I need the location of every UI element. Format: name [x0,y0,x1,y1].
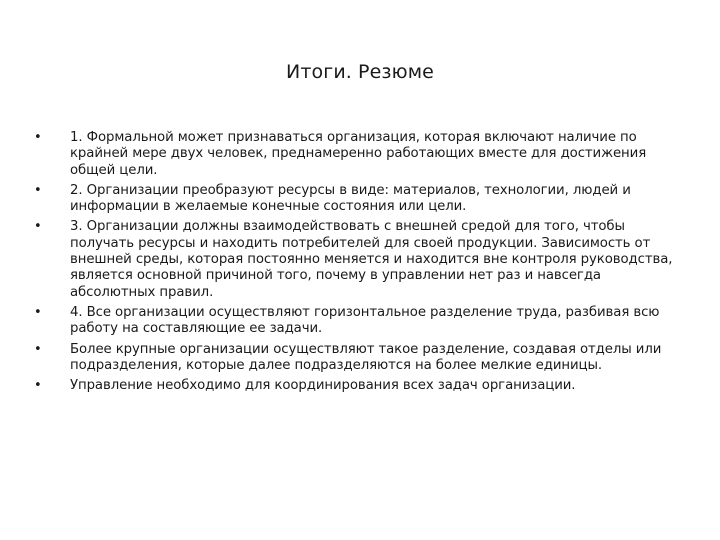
list-item-text: Более крупные организации осуществляют такое разделение, создавая отделы или подразделения, которые далее подразделяются на более мелкие единицы. [70,341,662,373]
bullet-icon: • [34,304,42,320]
bullet-icon: • [34,219,42,235]
list-item [34,219,689,300]
slide-title: Итоги. Резюме [286,61,434,83]
list-item-text: 1. Формальной может признаваться организация, которая включают наличие по крайней мере двух человек, преднамеренно работающих вместе для достижения общей цели. [70,130,647,178]
bullet-icon: • [34,130,42,145]
list-item-text: Управление необходимо для координирования всех задач организации. [70,378,576,394]
list-item [34,378,689,394]
list-item-text: 4. Все организации осуществляют горизонтальное разделение труда, разбивая всю работу на составляющие ее задачи. [70,304,660,337]
list-item [34,305,689,338]
bullet-icon: • [34,378,42,394]
list-item [34,183,689,216]
list-item [34,130,689,179]
bullet-list [34,130,689,398]
bullet-icon: • [34,341,42,357]
bullet-icon: • [34,182,42,198]
list-item-text: 3. Организации должны взаимодействовать с внешней средой для того, чтобы получать ресурсы и находить потребителей для своей продукции. Зависимость от внешней среды, которая постоянно меняется и находится вне контроля руководства, является основной причиной того, почему в управлении нет раз и навсегда абсолютных правил. [70,219,673,300]
list-item-text: 2. Организации преобразуют ресурсы в виде: материалов, технологии, людей и информации в желаемые конечные состояния или цели. [70,182,631,215]
list-item [34,342,689,375]
